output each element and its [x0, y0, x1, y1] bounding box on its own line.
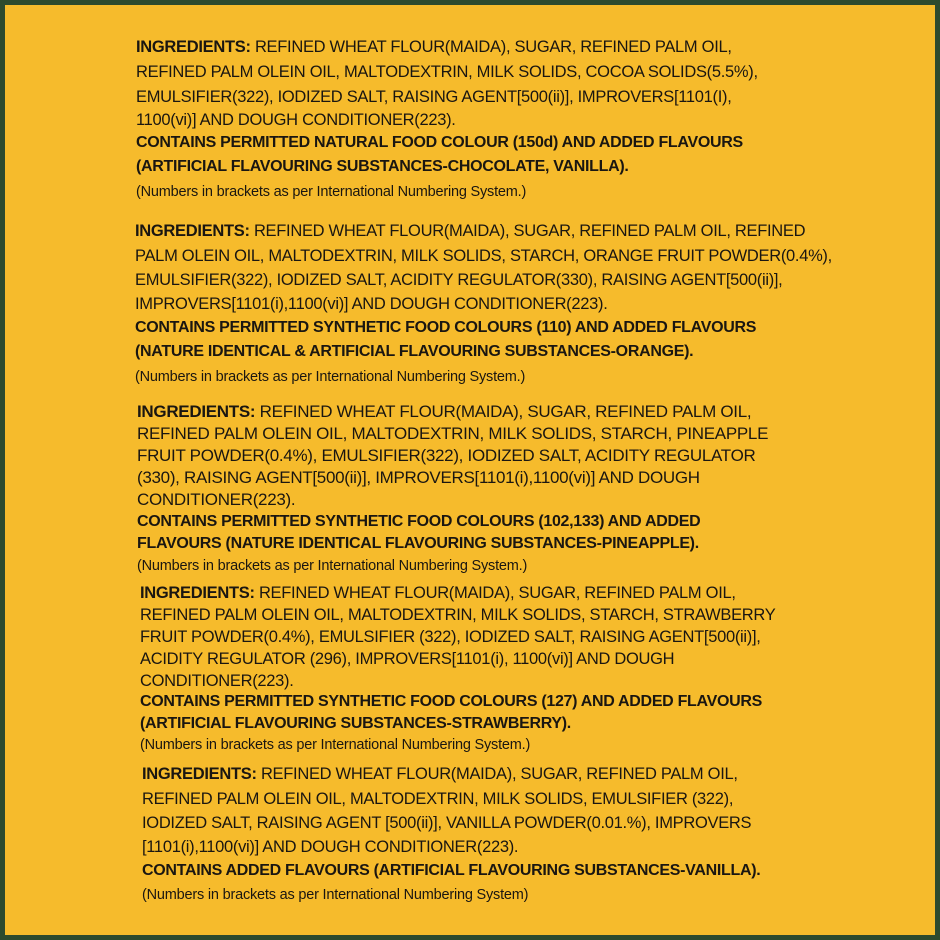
contains-statement: CONTAINS ADDED FLAVOURS (ARTIFICIAL FLAVOURING SUBSTANCES-VANILLA). [142, 862, 761, 879]
ingredients-line: FRUIT POWDER(0.4%), EMULSIFIER (322), IODIZED SALT, RAISING AGENT[500(ii)], [140, 628, 761, 646]
ingredients-heading: INGREDIENTS: [136, 38, 251, 56]
ingredients-line: REFINED PALM OLEIN OIL, MALTODEXTRIN, MILK SOLIDS, STARCH, PINEAPPLE [137, 424, 769, 443]
ingredients-line: (330), RAISING AGENT[500(ii)], IMPROVERS[1101(i),1100(vi)] AND DOUGH [137, 468, 700, 487]
ingredients-line: PALM OLEIN OIL, MALTODEXTRIN, MILK SOLIDS, STARCH, ORANGE FRUIT POWDER(0.4%), [135, 247, 832, 265]
contains-statement: (ARTIFICIAL FLAVOURING SUBSTANCES-CHOCOLATE, VANILLA). [136, 158, 629, 175]
contains-statement: CONTAINS PERMITTED SYNTHETIC FOOD COLOURS (110) AND ADDED FLAVOURS [135, 319, 757, 336]
ingredients-label-panel [5, 5, 935, 935]
ingredients-line: CONDITIONER(223). [140, 672, 294, 690]
ingredients-text: REFINED WHEAT FLOUR(MAIDA), SUGAR, REFINED PALM OIL, REFINED [249, 222, 806, 240]
ingredients-line: REFINED PALM OLEIN OIL, MALTODEXTRIN, MILK SOLIDS, COCOA SOLIDS(5.5%), [136, 63, 758, 81]
ingredients-line: EMULSIFIER(322), IODIZED SALT, RAISING AGENT[500(ii)], IMPROVERS[1101(I), [136, 88, 732, 106]
ingredients-line: CONDITIONER(223). [137, 490, 296, 509]
ins-note: (Numbers in brackets as per International Numbering System.) [137, 558, 528, 574]
ingredients-line: IMPROVERS[1101(i),1100(vi)] AND DOUGH CONDITIONER(223). [135, 295, 608, 313]
ingredients-line [137, 401, 751, 423]
ingredients-line: IODIZED SALT, RAISING AGENT [500(ii)], VANILLA POWDER(0.01.%), IMPROVERS [142, 814, 752, 832]
ingredients-line [140, 582, 736, 604]
contains-statement: CONTAINS PERMITTED SYNTHETIC FOOD COLOURS (102,133) AND ADDED [137, 513, 701, 530]
ingredients-heading: INGREDIENTS: [140, 584, 255, 602]
ingredients-text: REFINED WHEAT FLOUR(MAIDA), SUGAR, REFINED PALM OIL, [256, 765, 738, 783]
ingredients-line [135, 220, 805, 242]
ingredients-line: [1101(i),1100(vi)] AND DOUGH CONDITIONER(223). [142, 838, 519, 856]
ingredients-text: REFINED WHEAT FLOUR(MAIDA), SUGAR, REFINED PALM OIL, [254, 584, 736, 602]
contains-statement: FLAVOURS (NATURE IDENTICAL FLAVOURING SUBSTANCES-PINEAPPLE). [137, 535, 699, 552]
ins-note: (Numbers in brackets as per International Numbering System.) [140, 737, 531, 753]
ingredients-text: REFINED WHEAT FLOUR(MAIDA), SUGAR, REFINED PALM OIL, [250, 38, 732, 56]
ingredients-text: REFINED WHEAT FLOUR(MAIDA), SUGAR, REFINED PALM OIL, [255, 402, 752, 421]
ins-note: (Numbers in brackets as per International Numbering System) [142, 887, 529, 903]
ingredients-line [142, 763, 738, 785]
ins-note: (Numbers in brackets as per International Numbering System.) [135, 369, 526, 385]
contains-statement: CONTAINS PERMITTED SYNTHETIC FOOD COLOURS (127) AND ADDED FLAVOURS [140, 693, 762, 710]
ingredients-line: REFINED PALM OLEIN OIL, MALTODEXTRIN, MILK SOLIDS, STARCH, STRAWBERRY [140, 606, 776, 624]
ingredients-heading: INGREDIENTS: [137, 402, 256, 421]
ins-note: (Numbers in brackets as per International Numbering System.) [136, 184, 527, 200]
ingredients-line: EMULSIFIER(322), IODIZED SALT, ACIDITY REGULATOR(330), RAISING AGENT[500(ii)], [135, 271, 783, 289]
contains-statement: (NATURE IDENTICAL & ARTIFICIAL FLAVOURING SUBSTANCES-ORANGE). [135, 343, 694, 360]
ingredients-line: 1100(vi)] AND DOUGH CONDITIONER(223). [136, 111, 456, 129]
ingredients-line: ACIDITY REGULATOR (296), IMPROVERS[1101(i), 1100(vi)] AND DOUGH [140, 650, 675, 668]
ingredients-heading: INGREDIENTS: [135, 222, 250, 240]
contains-statement: CONTAINS PERMITTED NATURAL FOOD COLOUR (150d) AND ADDED FLAVOURS [136, 134, 743, 151]
contains-statement: (ARTIFICIAL FLAVOURING SUBSTANCES-STRAWBERRY). [140, 715, 571, 732]
ingredients-line: FRUIT POWDER(0.4%), EMULSIFIER(322), IODIZED SALT, ACIDITY REGULATOR [137, 446, 756, 465]
ingredients-heading: INGREDIENTS: [142, 765, 257, 783]
ingredients-line: REFINED PALM OLEIN OIL, MALTODEXTRIN, MILK SOLIDS, EMULSIFIER (322), [142, 790, 734, 808]
ingredients-line [136, 36, 732, 58]
